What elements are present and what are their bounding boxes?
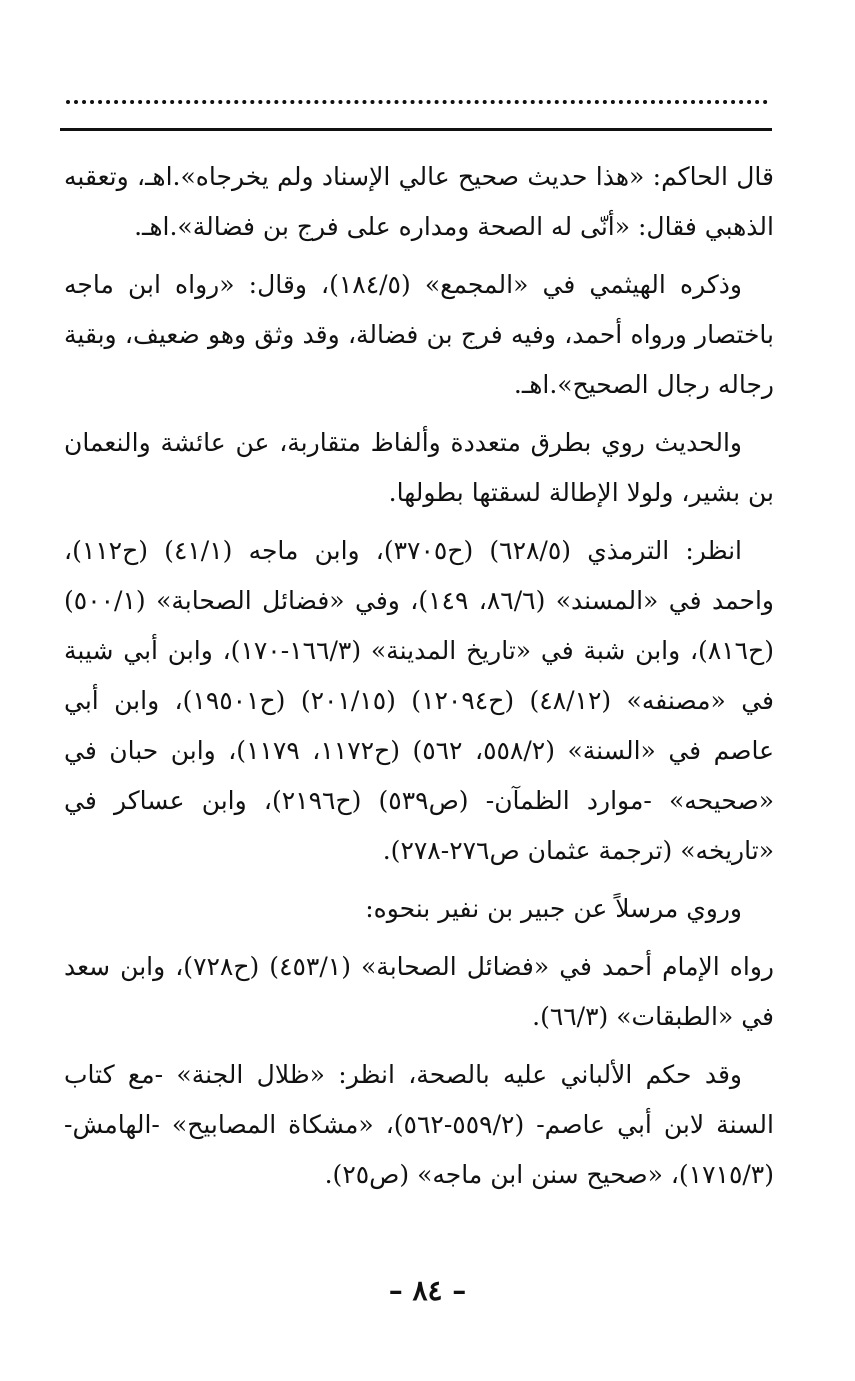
paragraph-variants: والحديث روي بطرق متعددة وألفاظ متقاربة، عن عائشة والنعمان بن بشير، ولولا الإطالة لسقتها بطولها.	[64, 428, 774, 507]
paragraph-haythami: وذكره الهيثمي في «المجمع» (١٨٤/٥)، وقال: «رواه ابن ماجه باختصار ورواه أحمد، وفيه فرج بن فضالة، وقد وثق وهو ضعيف، وبقية رجاله رجال الصحيح».اهـ.	[64, 270, 774, 399]
paragraph-albani: وقد حكم الألباني عليه بالصحة، انظر: «ظلال الجنة» -مع كتاب السنة لابن أبي عاصم- (٥٥٩/٢-٥٦٢)، «مشكاة المصابيح» -الهامش- (١٧١٥/٣)، «صحيح سنن ابن ماجه» (ص٢٥).	[64, 1060, 774, 1189]
footnote-rule	[60, 128, 772, 131]
paragraph-sources: انظر: الترمذي (٦٢٨/٥) (ح٣٧٠٥)، وابن ماجه (٤١/١) (ح١١٢)، واحمد في «المسند» (٨٦/٦، ١٤٩)، وفي «فضائل الصحابة» (٥٠٠/١) (ح٨١٦)، وابن شبة في «تاريخ المدينة» (١٦٦/٣-١٧٠)، وابن أبي شيبة في «مصنفه» (٤٨/١٢) (ح١٢٠٩٤) (٢٠١/١٥) (ح١٩٥٠١)، وابن أبي عاصم في «السنة» (٥٥٨/٢، ٥٦٢) (ح١١٧٢، ١١٧٩)، وابن حبان في «صحيحه» -موارد الظمآن- (ص٥٣٩) (ح٢١٩٦)، وابن عساكر في «تاريخه» (ترجمة عثمان ص٢٧٦-٢٧٨).	[64, 536, 775, 865]
paragraph-hakim: قال الحاكم: «هذا حديث صحيح عالي الإسناد ولم يخرجاه».اهـ، وتعقبه الذهبي فقال: «أنّى له الصحة ومداره على فرج بن فضالة».اهـ.	[64, 162, 774, 241]
paragraph-mursal: وروي مرسلاً عن جبير بن نفير بنحوه:	[365, 894, 742, 923]
page-number: – ٨٤ –	[388, 1274, 467, 1307]
paragraph-ahmad: رواه الإمام أحمد في «فضائل الصحابة» (٤٥٣/١) (ح٧٢٨)، وابن سعد في «الطبقات» (٦٦/٣).	[64, 952, 774, 1031]
footnote-text	[64, 152, 774, 1208]
dotted-separator	[66, 94, 768, 104]
